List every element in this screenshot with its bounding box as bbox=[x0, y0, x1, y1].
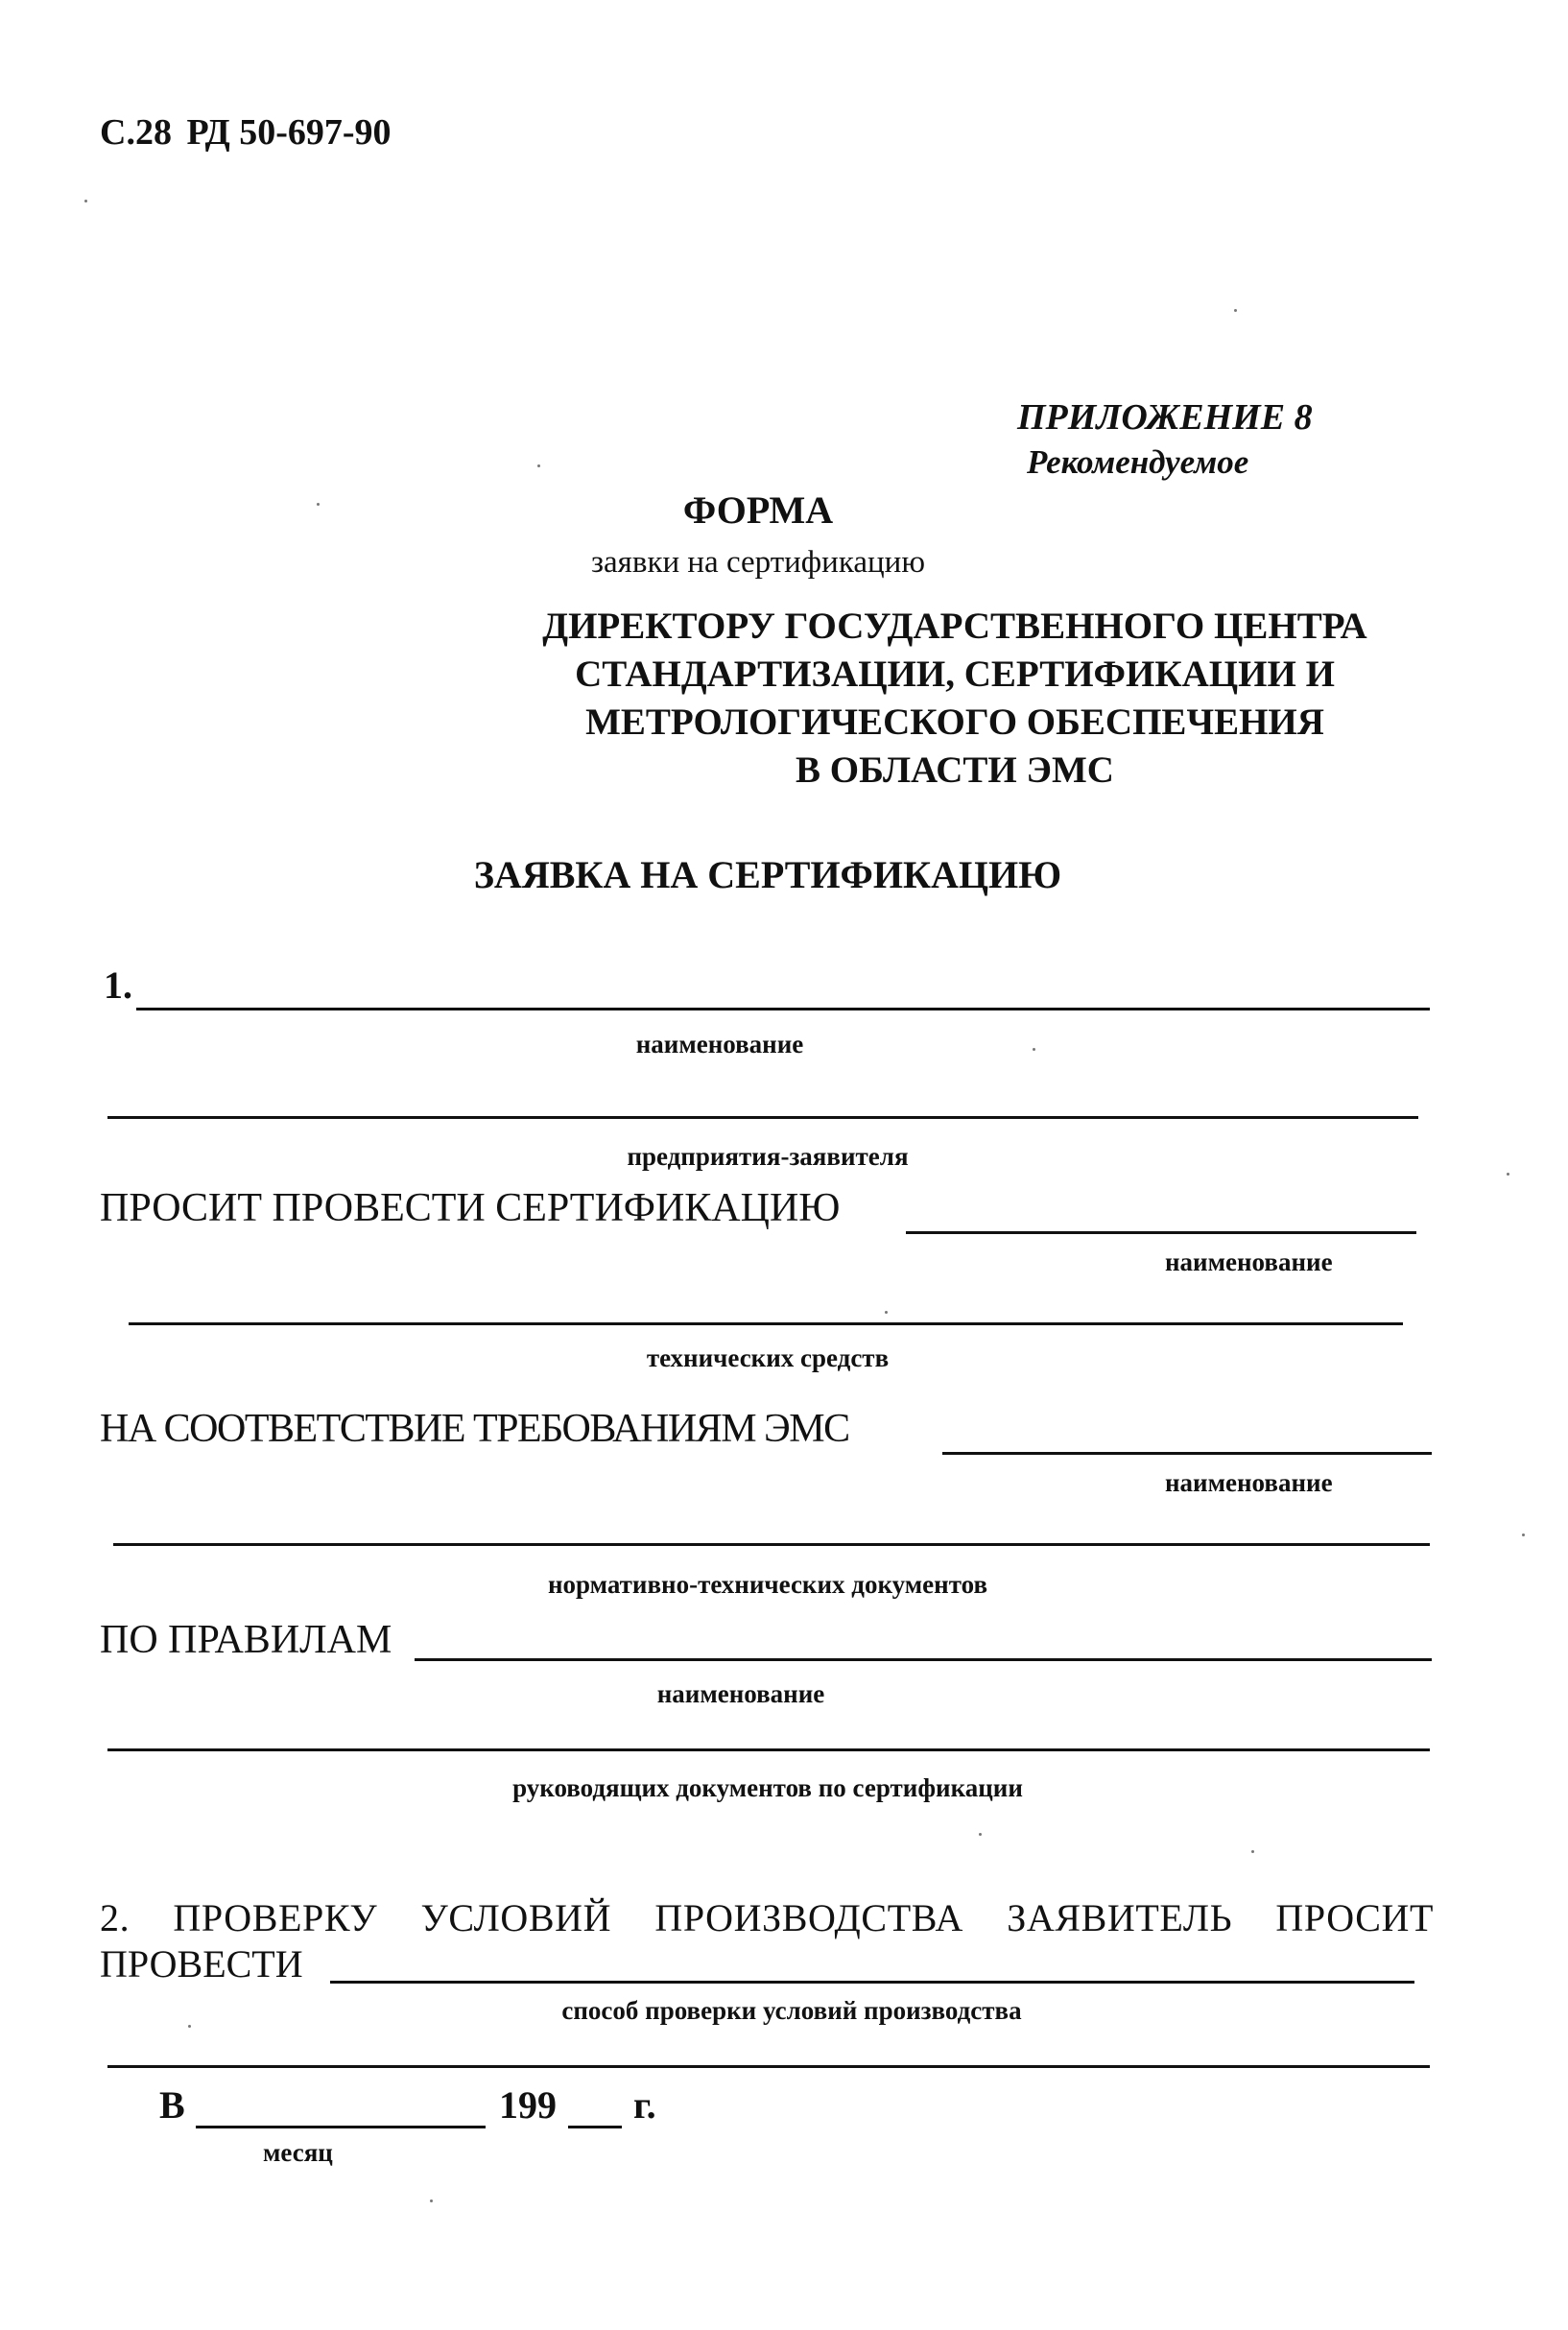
applicant-name-field-2[interactable] bbox=[107, 1116, 1418, 1119]
form-title: ФОРМА bbox=[682, 488, 834, 532]
in-label: В bbox=[159, 2083, 185, 2127]
year-suffix: г. bbox=[633, 2083, 656, 2127]
technical-means-field-2[interactable] bbox=[129, 1322, 1403, 1325]
caption-name-4: наименование bbox=[656, 1679, 825, 1708]
month-field[interactable] bbox=[196, 2126, 486, 2128]
year-field[interactable] bbox=[568, 2126, 622, 2128]
scan-speck bbox=[1522, 1534, 1525, 1536]
appendix-title: ПРИЛОЖЕНИЕ 8 bbox=[1017, 397, 1313, 438]
scan-speck bbox=[1251, 1850, 1254, 1853]
scan-speck bbox=[317, 503, 320, 506]
page-number: С.28 bbox=[100, 112, 172, 153]
addressee-line-4: В ОБЛАСТИ ЭМС bbox=[796, 749, 1114, 791]
scan-speck bbox=[188, 2025, 191, 2028]
section-2-text bbox=[100, 1895, 1434, 1987]
scan-speck bbox=[1033, 1048, 1035, 1051]
caption-normative-docs: нормативно-технических документов bbox=[547, 1570, 988, 1599]
scan-speck bbox=[430, 2199, 433, 2202]
scan-speck bbox=[1234, 309, 1237, 312]
addressee-line-1: ДИРЕКТОРУ ГОСУДАРСТВЕННОГО ЦЕНТРА bbox=[542, 606, 1367, 647]
page-header bbox=[100, 111, 392, 154]
guiding-docs-field[interactable] bbox=[415, 1658, 1432, 1661]
caption-check-method: способ проверки условий производства bbox=[561, 1996, 1022, 2025]
application-title: ЗАЯВКА НА СЕРТИФИКАЦИЮ bbox=[473, 853, 1062, 896]
section-1-number: 1. bbox=[104, 963, 132, 1007]
compliance-label: НА СООТВЕТСТВИЕ ТРЕБОВАНИЯМ ЭМС bbox=[100, 1407, 849, 1451]
caption-name-3: наименование bbox=[1165, 1468, 1333, 1497]
request-label: ПРОСИТ ПРОВЕСТИ СЕРТИФИКАЦИЮ bbox=[100, 1186, 841, 1230]
addressee-line-3: МЕТРОЛОГИЧЕСКОГО ОБЕСПЕЧЕНИЯ bbox=[585, 701, 1324, 743]
scan-speck bbox=[885, 1311, 888, 1314]
section-2-line-1: 2. ПРОВЕРКУ УСЛОВИЙ ПРОИЗВОДСТВА ЗАЯВИТЕЛЬ ПРОСИТ bbox=[100, 1896, 1434, 1939]
caption-guiding-docs: руководящих документов по сертификации bbox=[512, 1773, 1023, 1802]
document-code: РД 50-697-90 bbox=[186, 112, 392, 153]
scan-speck bbox=[1507, 1173, 1509, 1176]
year-prefix: 199 bbox=[499, 2083, 557, 2127]
guiding-docs-field-2[interactable] bbox=[107, 1748, 1430, 1751]
section-2-line-2: ПРОВЕСТИ bbox=[100, 1942, 303, 1985]
appendix-status: Рекомендуемое bbox=[1027, 443, 1249, 481]
scan-speck bbox=[979, 1833, 982, 1836]
production-check-method-field-2[interactable] bbox=[107, 2065, 1430, 2068]
technical-means-field[interactable] bbox=[906, 1231, 1416, 1234]
caption-name: наименование bbox=[635, 1030, 804, 1058]
applicant-name-field[interactable] bbox=[136, 1008, 1430, 1010]
caption-technical-means: технических средств bbox=[646, 1343, 890, 1372]
form-subtitle: заявки на сертификацию bbox=[591, 545, 925, 580]
addressee-block bbox=[470, 603, 1439, 795]
caption-month: месяц bbox=[263, 2138, 333, 2167]
caption-name-2: наименование bbox=[1165, 1248, 1333, 1276]
production-check-method-field[interactable] bbox=[330, 1981, 1414, 1984]
scan-speck bbox=[537, 464, 540, 467]
caption-applicant: предприятия-заявителя bbox=[627, 1142, 909, 1171]
rules-label: ПО ПРАВИЛАМ bbox=[100, 1618, 392, 1662]
normative-docs-field-2[interactable] bbox=[113, 1543, 1430, 1546]
addressee-line-2: СТАНДАРТИЗАЦИИ, СЕРТИФИКАЦИИ И bbox=[575, 654, 1335, 695]
normative-docs-field[interactable] bbox=[942, 1452, 1432, 1455]
scan-speck bbox=[84, 200, 87, 202]
